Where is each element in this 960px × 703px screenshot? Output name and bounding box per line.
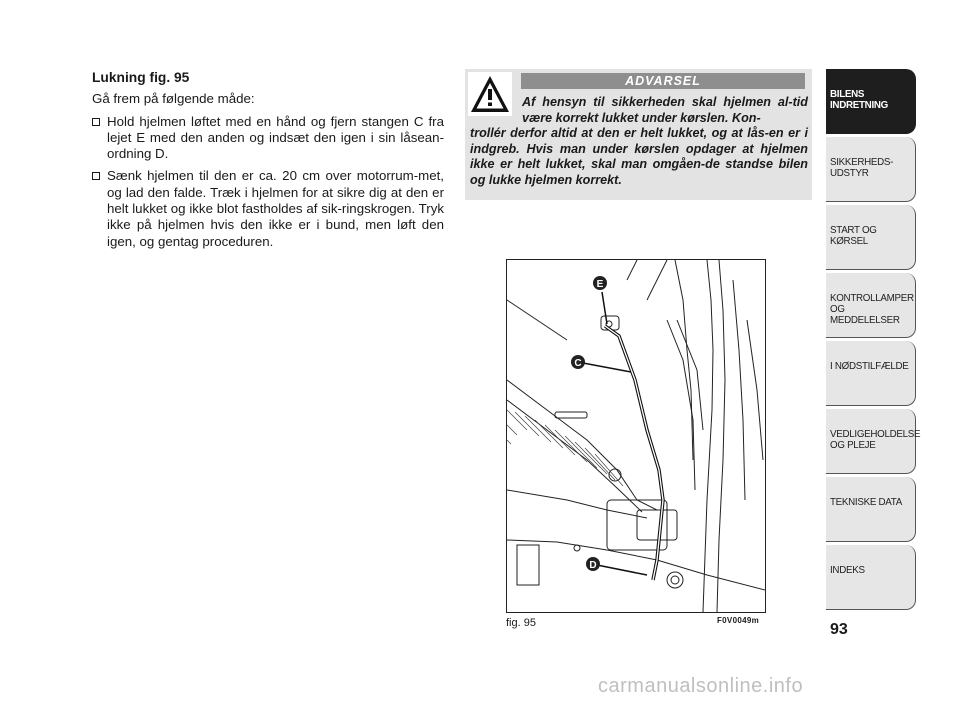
warning-title: ADVARSEL — [521, 73, 805, 89]
tab-tekniske-data[interactable] — [826, 477, 916, 542]
callout-c: C — [574, 358, 582, 369]
checkbox-bullet-icon — [92, 172, 100, 180]
tab-start-og-korsel[interactable] — [826, 205, 916, 270]
tab-label: VEDLIGEHOLDELSE OG PLEJE — [830, 429, 921, 451]
page-number: 93 — [830, 621, 848, 638]
callout-d: D — [589, 560, 597, 571]
warning-text-rest: trollér derfor altid at den er helt lukket, og at lås-en er i indgreb. Hvis man under kørslen opdager at hjelmen ikke er helt lukket, skal man omgåen-de standse bilen og lukke hjelmen korrekt. — [470, 126, 808, 187]
tab-label: KONTROLLAMPER OG MEDDELELSER — [830, 293, 914, 326]
list-item-text: Hold hjelmen løftet med en hånd og fjern stangen C fra lejet E med den anden og indsæt den igen i sin låsean-ordning D. — [107, 113, 444, 162]
tab-label: BILENS INDRETNING — [830, 89, 888, 111]
callout-e: E — [596, 279, 604, 290]
section-heading: Lukning fig. 95 — [92, 70, 190, 85]
tab-indeks[interactable] — [826, 545, 916, 610]
instructions-column — [92, 70, 444, 256]
tab-bilens-indretning[interactable] — [826, 69, 916, 134]
engine-bay-figure — [506, 259, 766, 613]
warning-text — [470, 95, 808, 189]
tab-kontrollamper[interactable] — [826, 273, 916, 338]
checkbox-bullet-icon — [92, 118, 100, 126]
tab-label: SIKKERHEDS-UDSTYR — [830, 157, 894, 179]
list-item — [92, 168, 444, 249]
list-item — [92, 114, 444, 163]
tab-label: I NØDSTILFÆLDE — [830, 361, 909, 372]
tab-label: INDEKS — [830, 565, 865, 576]
list-item-text: Sænk hjelmen til den er ca. 20 cm over motorrum-met, og lad den falde. Træk i hjelmen for at sikre dig at den er helt lukket og ikke blot fastholdes af sik-ringskrogen. Tryk ikke på hjelmen hvis den ikke er i bund, men løft den igen, og gentag proceduren. — [107, 168, 444, 249]
warning-text-first: Af hensyn til sikkerheden skal hjelmen al-tid være korrekt lukket under kørslen. Kon- — [522, 95, 808, 125]
tab-label: START OG KØRSEL — [830, 225, 877, 247]
tab-i-nodstilfaelde[interactable] — [826, 341, 916, 406]
tab-vedligeholdelse[interactable] — [826, 409, 921, 474]
figure-caption: fig. 95 — [506, 617, 536, 629]
tab-label: TEKNISKE DATA — [830, 497, 902, 508]
engine-bay-illustration — [507, 260, 765, 612]
intro-text: Gå frem på følgende måde: — [92, 91, 255, 107]
watermark: carmanualsonline.info — [598, 675, 804, 697]
figure-code: F0V0049m — [717, 616, 759, 625]
tab-sikkerhedsudstyr[interactable] — [826, 137, 916, 202]
